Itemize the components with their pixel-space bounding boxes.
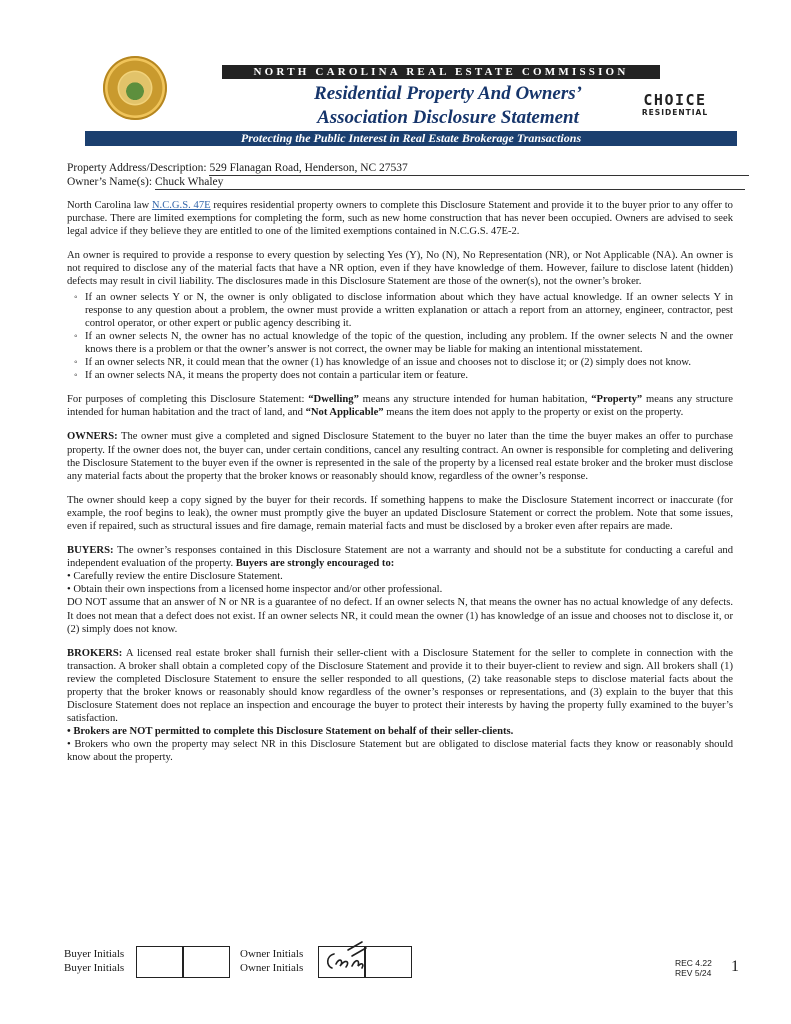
response-paragraph: An owner is required to provide a response to every question by selecting Yes (Y), No (N), No Representation (NR), or Not Applicable (NA). An owner is not required to disclose any of the material facts that have a NR option, even if they have knowledge of them. However, failure to disclose latent (hidden) defects may result in civil liability. The disclosures made in this Disclosure Statement are those of the owner(s), not the owner’s broker. xyxy=(67,250,733,288)
definitions-paragraph: For purposes of completing this Disclosure Statement: “Dwelling” means any structure intended for human habitation, “Property” means any structure intended for human habitation and the tract of land, and “Not Applicable” means the item does not apply to the property or exist on the property. xyxy=(67,394,733,419)
property-address-field: Property Address/Description: 529 Flanagan Road, Henderson, NC 27537 xyxy=(67,161,749,176)
page-number: 1 xyxy=(731,958,739,975)
owners-paragraph: OWNERS: The owner must give a completed and signed Disclosure Statement to the buyer no later than the time the buyer makes an offer to purchase property. If the owner does not, the buyer can, under certain conditions, cancel any resulting contract. An owner is responsible for completing and delivering the Disclosure Statement to the buyer even if the owner is represented in the sale of the property by a licensed real estate broker and the broker must disclose any material facts about the property that the broker knows or reasonably should know, regardless of the owner’s response. xyxy=(67,431,733,482)
owner-initials-label: Owner Initials Owner Initials xyxy=(240,948,304,974)
intro-paragraph: North Carolina law N.C.G.S. 47E requires residential property owners to complete this Disclosure Statement and provide it to the buyer prior to any offer to purchase. There are limited exemptions for completing the form, such as new home construction that has never been occupied. Owners are advised to seek legal advice if they believe they are entitled to one of the limited exemptions contained in N.C.G.S. 47E-2. xyxy=(67,200,733,238)
brokers-section: BROKERS: A licensed real estate broker shall furnish their seller-client with a Disclosure Statement for the seller to complete in connection with the transaction. A broker shall obtain a completed copy of the Disclosure Statement and provide it to their buyer-client to review and sign. All brokers shall (1) review the completed Disclosure Statement to ensure the seller responded to all questions, (2) take reasonable steps to disclose material facts about the property that the broker knows or reasonably should know regardless of the owner’s responses or representations, and (3) explain to the buyer that this Disclosure Statement does not replace an inspection and encourage the buyer to protect their interests by having the property fully examined to the buyer’s satisfaction. • Brokers are NOT permitted to complete this Disclosure Statement on behalf of their seller-clients. • Brokers who own the property may select NR in this Disclosure Statement but are obligated to disclose material facts they know or reasonably should know about the property. xyxy=(67,647,733,764)
owner-initials-box-2[interactable] xyxy=(365,946,412,978)
revision-code: REC 4.22 REV 5/24 xyxy=(675,958,712,978)
statute-link[interactable]: N.C.G.S. 47E xyxy=(151,200,211,211)
body-text xyxy=(67,199,733,765)
buyer-initials-label: Buyer Initials Buyer Initials xyxy=(64,948,125,974)
list-item: ◦ If an owner selects N, the owner has no actual knowledge of the topic of the question, including any problem. If the owner selects N and the owner knows there is a problem or that the owner’s answer is not correct, the owner may be liable for making an intentional misstatement. xyxy=(85,330,733,356)
list-item: • Brokers are NOT permitted to complete this Disclosure Statement on behalf of their seller-clients. xyxy=(67,726,514,738)
list-item: • Carefully review the entire Disclosure Statement. xyxy=(67,571,283,583)
buyer-initials-box-2[interactable] xyxy=(183,946,230,978)
property-address-value: 529 Flanagan Road, Henderson, NC 27537 xyxy=(209,161,749,176)
list-item: ◦ If an owner selects Y or N, the owner is only obligated to disclose information about which they have actual knowledge. If an owner selects Y in response to any question about a problem, the owner must provide a written explanation or attach a report from an attorney, engineer, contractor, pest control operator, or other expert or public agency describing it. xyxy=(85,291,733,330)
document-title: Residential Property And Owners’ Association Disclosure Statement xyxy=(314,83,582,128)
brokers-heading: BROKERS: xyxy=(67,647,123,659)
brand-logo: CHOICE RESIDENTIAL xyxy=(641,91,709,117)
copy-paragraph: The owner should keep a copy signed by the buyer for their records. If something happens to make the Disclosure Statement incorrect or inaccurate (for example, the roof begins to leak), the owner must promptly give the buyer an updated Disclosure Statement or correct the problem. Note that some issues, even if repaired, such as structural issues and fire damage, remain material facts and must be disclosed by a broker even after repairs are made. xyxy=(67,494,733,532)
list-item: • Obtain their own inspections from a licensed home inspector and/or other professional. xyxy=(67,584,443,596)
buyers-heading: BUYERS: xyxy=(67,545,114,557)
buyers-section: BUYERS: The owner’s responses contained in this Disclosure Statement are not a warranty and should not be a substitute for conducting a careful and independent evaluation of the property. Buyers are strongly encouraged to: • Carefully review the entire Disclosure Statement. • Obtain their own inspections from a licensed home inspector and/or other professional. DO NOT assume that an answer of N or NR is a guarantee of no defect. If an owner selects N, that means the owner has no actual knowledge of any defects. It does not mean that a defect does not exist. If an owner selects NR, it could mean the owner (1) has knowledge of an issue and chooses not to disclose it, or (2) simply does not know. xyxy=(67,545,733,635)
owners-heading: OWNERS: xyxy=(67,431,118,443)
commission-banner: NORTH CAROLINA REAL ESTATE COMMISSION xyxy=(222,65,660,79)
list-item: ◦ If an owner selects NA, it means the property does not contain a particular item or feature. xyxy=(85,369,733,382)
response-bullet-list xyxy=(67,291,733,383)
nc-seal-logo xyxy=(103,56,167,120)
list-item: ◦ If an owner selects NR, it could mean that the owner (1) has knowledge of an issue and chooses not to disclose it; or (2) simply does not know. xyxy=(85,356,733,369)
owner-name-field: Owner’s Name(s): Chuck Whaley xyxy=(67,175,745,190)
tagline-banner: Protecting the Public Interest in Real Estate Brokerage Transactions xyxy=(85,131,737,146)
list-item: • Brokers who own the property may select NR in this Disclosure Statement but are obligated to disclose material facts they know or reasonably should know about the property. xyxy=(67,739,733,764)
owner-signature-initials xyxy=(322,936,368,976)
buyer-initials-box-1[interactable] xyxy=(136,946,183,978)
owner-name-value: Chuck Whaley xyxy=(155,175,745,190)
